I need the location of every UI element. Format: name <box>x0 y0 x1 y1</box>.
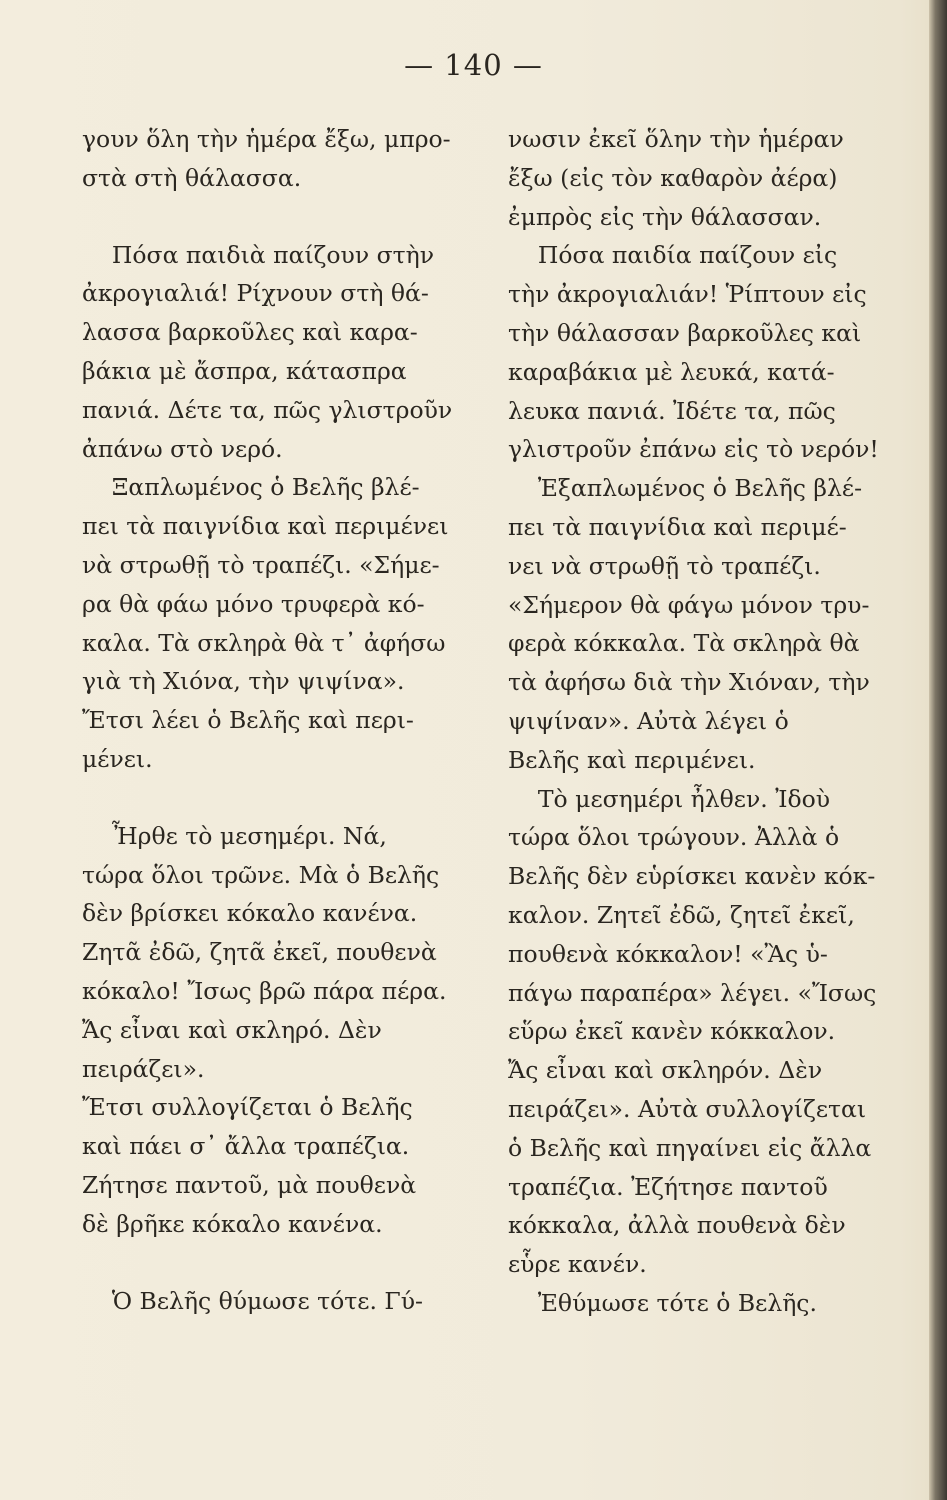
right-column-katharevousa-text <box>508 120 890 1323</box>
right-paragraph-1: νωσιν ἐκεῖ ὅλην τὴν ἡμέραν ἔξω (εἰς τὸν καθαρὸν ἀέρα) ἐμπρὸς εἰς τὴν θάλασσαν. Πόσα παιδία παίζουν εἰς τὴν ἀκρογιαλιάν! Ῥίπτουν εἰς τὴν θάλασσαν βαρκοῦλες καὶ καραβάκια μὲ λευκά, κατά- λευκα πανιά. Ἰδέτε τα, πῶς γλιστροῦν ἐπάνω εἰς τὸ νερόν! Ἐξαπλωμένος ὁ Βελῆς βλέ- πει τὰ παιγνίδια καὶ περιμέ- νει νὰ στρωθῇ τὸ τραπέζι. «Σήμερον θὰ φάγω μόνον τρυ- φερὰ κόκκαλα. Τὰ σκληρὰ θὰ τὰ ἀφήσω διὰ τὴν Χιόναν, τὴν ψιψίναν». Αὐτὰ λέγει ὁ Βελῆς καὶ περιμένει. Τὸ μεσημέρι ἦλθεν. Ἰδοὺ τώρα ὅλοι τρώγουν. Ἀλλὰ ὁ Βελῆς δὲν εὑρίσκει κανὲν κόκ- καλον. Ζητεῖ ἐδῶ, ζητεῖ ἐκεῖ, πουθενὰ κόκκαλον! «Ἂς ὑ- πάγω παραπέρα» λέγει. «Ἴσως εὕρω ἐκεῖ κανὲν κόκκαλον. Ἄς εἶναι καὶ σκληρόν. Δὲν πειράζει». Αὐτὰ συλλογίζεται ὁ Βελῆς καὶ πηγαίνει εἰς ἄλλα τραπέζια. Ἐζήτησε παντοῦ κόκκαλα, ἀλλὰ πουθενὰ δὲν εὗρε κανέν. Ἐθύμωσε τότε ὁ Βελῆς. <box>508 125 879 1317</box>
left-paragraph-5: Ὁ Βελῆς θύμωσε τότε. Γύ- <box>82 1286 423 1315</box>
left-column-demotic-text <box>82 120 454 1320</box>
page-edge <box>929 0 947 1500</box>
left-paragraph-2: Πόσα παιδιὰ παίζουν στὴν ἀκρογιαλιά! Ρίχνουν στὴ θά- λασσα βαρκοῦλες καὶ καρα- βάκια μὲ ἄσπρα, κάτασπρα πανιά. Δέτε τα, πῶς γλιστροῦν ἀπάνω στὸ νερό. <box>82 240 453 463</box>
left-paragraph-3: Ξαπλωμένος ὁ Βελῆς βλέ- πει τὰ παιγνίδια καὶ περιμένει νὰ στρωθῇ τὸ τραπέζι. «Σήμε- ρα θὰ φάω μόνο τρυφερὰ κό- καλα. Τὰ σκληρὰ θὰ τ᾽ ἀφήσω γιὰ τὴ Χιόνα, τὴν ψιψίνα». Ἔτσι λέει ὁ Βελῆς καὶ περι- μένει. <box>82 473 449 773</box>
left-paragraph-1: γουν ὅλη τὴν ἡμέρα ἔξω, μπρο- στὰ στὴ θάλασσα. <box>82 125 451 192</box>
page-number: — 140 — <box>404 48 543 82</box>
left-paragraph-4: Ἦρθε τὸ μεσημέρι. Νά, τώρα ὅλοι τρῶνε. Μὰ ὁ Βελῆς δὲν βρίσκει κόκαλο κανένα. Ζητᾶ ἐδῶ, ζητᾶ ἐκεῖ, πουθενὰ κόκαλο! Ἴσως βρῶ πάρα πέρα. Ἄς εἶναι καὶ σκληρό. Δὲν πειράζει». Ἔτσι συλλογίζεται ὁ Βελῆς καὶ πάει σ᾽ ἄλλα τραπέζια. Ζήτησε παντοῦ, μὰ πουθενὰ δὲ βρῆκε κόκαλο κανένα. <box>82 821 447 1238</box>
